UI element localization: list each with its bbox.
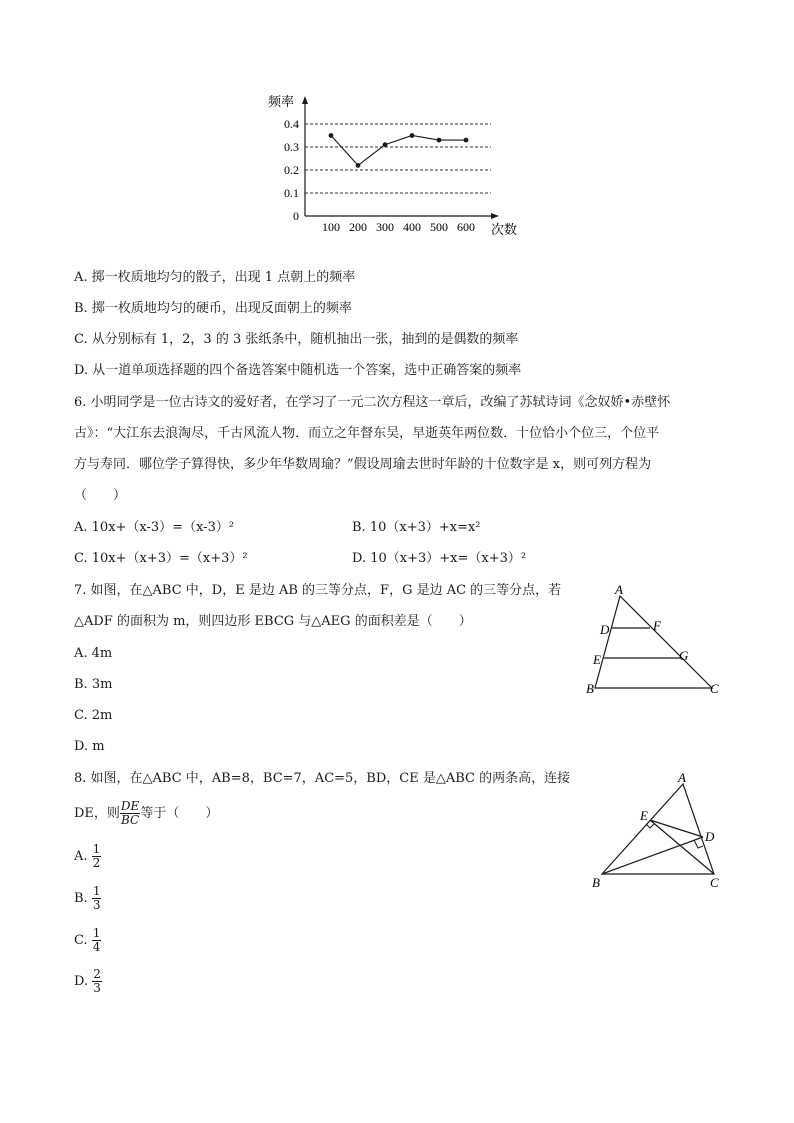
q6-option-b[interactable]: B. 10（x+3）+x=x² — [352, 520, 481, 535]
fraction-denominator: 3 — [92, 898, 101, 912]
q8-stem-line1: 8. 如图，在△ABC 中，AB=8，BC=7，AC=5，BD，CE 是△ABC 的两条高，连接 — [74, 771, 571, 786]
q6-option-a[interactable]: A. 10x+（x-3）=（x-3）² — [74, 520, 235, 535]
x-tick-label: 600 — [457, 220, 475, 234]
vertex-label-b: B — [586, 681, 594, 696]
right-angle-marker-d — [694, 840, 703, 848]
q6-option-d[interactable]: D. 10（x+3）+x=（x+3）² — [352, 551, 527, 566]
fraction-denominator: 4 — [92, 940, 101, 954]
q7-option-c[interactable]: C. 2m — [74, 708, 113, 723]
q6-stem-line1: 6. 小明同学是一位古诗文的爱好者，在学习了一元二次方程这一章后，改编了苏轼诗词《念奴娇•赤壁怀 — [74, 395, 671, 410]
fraction-numerator: 1 — [92, 926, 101, 940]
q6-stem-line3: 方与寿同．哪位学子算得快，多少年华数周瑜？”假设周瑜去世时年龄的十位数字是 x，则可列方程为 — [74, 457, 652, 472]
point-label-d: D — [600, 622, 610, 637]
vertex-label-a: A — [678, 770, 686, 785]
option-fraction — [92, 927, 102, 954]
altitude-bd — [602, 837, 703, 874]
data-point — [464, 138, 469, 143]
fraction-denominator: BC — [121, 813, 140, 827]
fraction-numerator: 1 — [92, 842, 101, 856]
point-label-f: F — [653, 618, 661, 633]
x-tick-label: 300 — [376, 220, 394, 234]
q8-stem-line2-prefix: DE，则 — [74, 806, 120, 821]
option-fraction — [92, 843, 102, 870]
data-point — [356, 163, 361, 168]
x-axis-arrow — [491, 213, 499, 219]
vertex-label-a: A — [615, 582, 623, 597]
y-axis-arrow — [302, 96, 308, 104]
y-tick-label: 0.3 — [284, 140, 299, 154]
option-fraction — [92, 968, 102, 995]
option-label: D. — [74, 974, 89, 989]
y-tick-label: 0.2 — [284, 163, 299, 177]
q7-stem-line2: △ADF 的面积为 m，则四边形 EBCG 与△AEG 的面积差是（ ） — [74, 614, 472, 629]
q6-option-c[interactable]: C. 10x+（x+3）=（x+3）² — [74, 551, 248, 566]
q7-stem-line1: 7. 如图，在△ABC 中，D，E 是边 AB 的三等分点，F，G 是边 AC 的三等分点，若 — [74, 583, 562, 598]
x-tick-label: 500 — [430, 220, 448, 234]
frequency-line-chart — [255, 88, 535, 243]
q7-option-a[interactable]: A. 4m — [74, 646, 113, 661]
data-point — [383, 142, 388, 147]
y-tick-label: 0.1 — [284, 186, 299, 200]
q6-answer-blank: （ ） — [74, 488, 127, 503]
x-axis-title: 次数 — [491, 222, 518, 237]
x-tick-label: 400 — [403, 220, 421, 234]
segment-de — [650, 820, 703, 837]
q8-fraction-de-over-bc — [120, 800, 140, 827]
fraction-numerator: 2 — [93, 967, 101, 981]
q5-option-a[interactable]: A. 掷一枚质地均匀的骰子，出现 1 点朝上的频率 — [74, 270, 356, 285]
point-label-d: D — [705, 829, 715, 844]
option-label: B. — [74, 891, 88, 906]
q8-stem-line2-suffix: 等于（ ） — [140, 806, 219, 821]
point-label-e: E — [593, 652, 601, 667]
q5-option-b[interactable]: B. 掷一枚质地均匀的硬币，出现反面朝上的频率 — [74, 301, 352, 316]
q5-option-c[interactable]: C. 从分别标有 1，2，3 的 3 张纸条中，随机抽出一张，抽到的是偶数的频率 — [74, 332, 519, 347]
q7-option-d[interactable]: D. m — [74, 739, 105, 754]
q8-option-a[interactable] — [74, 842, 101, 872]
fraction-denominator: 3 — [93, 981, 101, 995]
data-point — [410, 133, 415, 138]
y-tick-label: 0.4 — [284, 117, 299, 131]
vertex-label-c: C — [710, 681, 719, 696]
q8-option-c[interactable] — [74, 926, 101, 956]
vertex-label-c: C — [710, 875, 719, 890]
option-label: C. — [74, 933, 88, 948]
vertex-label-b: B — [592, 875, 600, 890]
q7-triangle-figure — [580, 582, 730, 700]
q8-triangle-altitudes-figure — [588, 770, 738, 895]
q7-option-b[interactable]: B. 3m — [74, 677, 113, 692]
series-line — [331, 136, 466, 166]
y-tick-label: 0 — [293, 209, 299, 223]
fraction-numerator: DE — [120, 799, 140, 813]
point-label-e: E — [640, 808, 648, 823]
right-angle-marker-e — [646, 824, 654, 828]
fraction-numerator: 1 — [92, 884, 101, 898]
option-label: A. — [74, 849, 88, 864]
q8-option-d[interactable] — [74, 967, 102, 997]
point-label-g: G — [679, 648, 689, 663]
q6-stem-line2: 古》：“大江东去浪淘尽，千古风流人物．而立之年督东吴，早逝英年两位数．十位恰小个位三，个位平 — [74, 426, 660, 441]
q8-option-b[interactable] — [74, 884, 101, 914]
q8-stem-line2 — [74, 799, 218, 829]
q5-option-d[interactable]: D. 从一道单项选择题的四个备选答案中随机选一个答案，选中正确答案的频率 — [74, 363, 522, 378]
fraction-denominator: 2 — [92, 856, 101, 870]
x-tick-label: 200 — [349, 220, 367, 234]
data-point — [329, 133, 334, 138]
x-tick-label: 100 — [322, 220, 340, 234]
triangle-abc — [595, 596, 712, 688]
data-point — [437, 138, 442, 143]
y-axis-title: 频率 — [268, 94, 295, 109]
option-fraction — [92, 885, 102, 912]
